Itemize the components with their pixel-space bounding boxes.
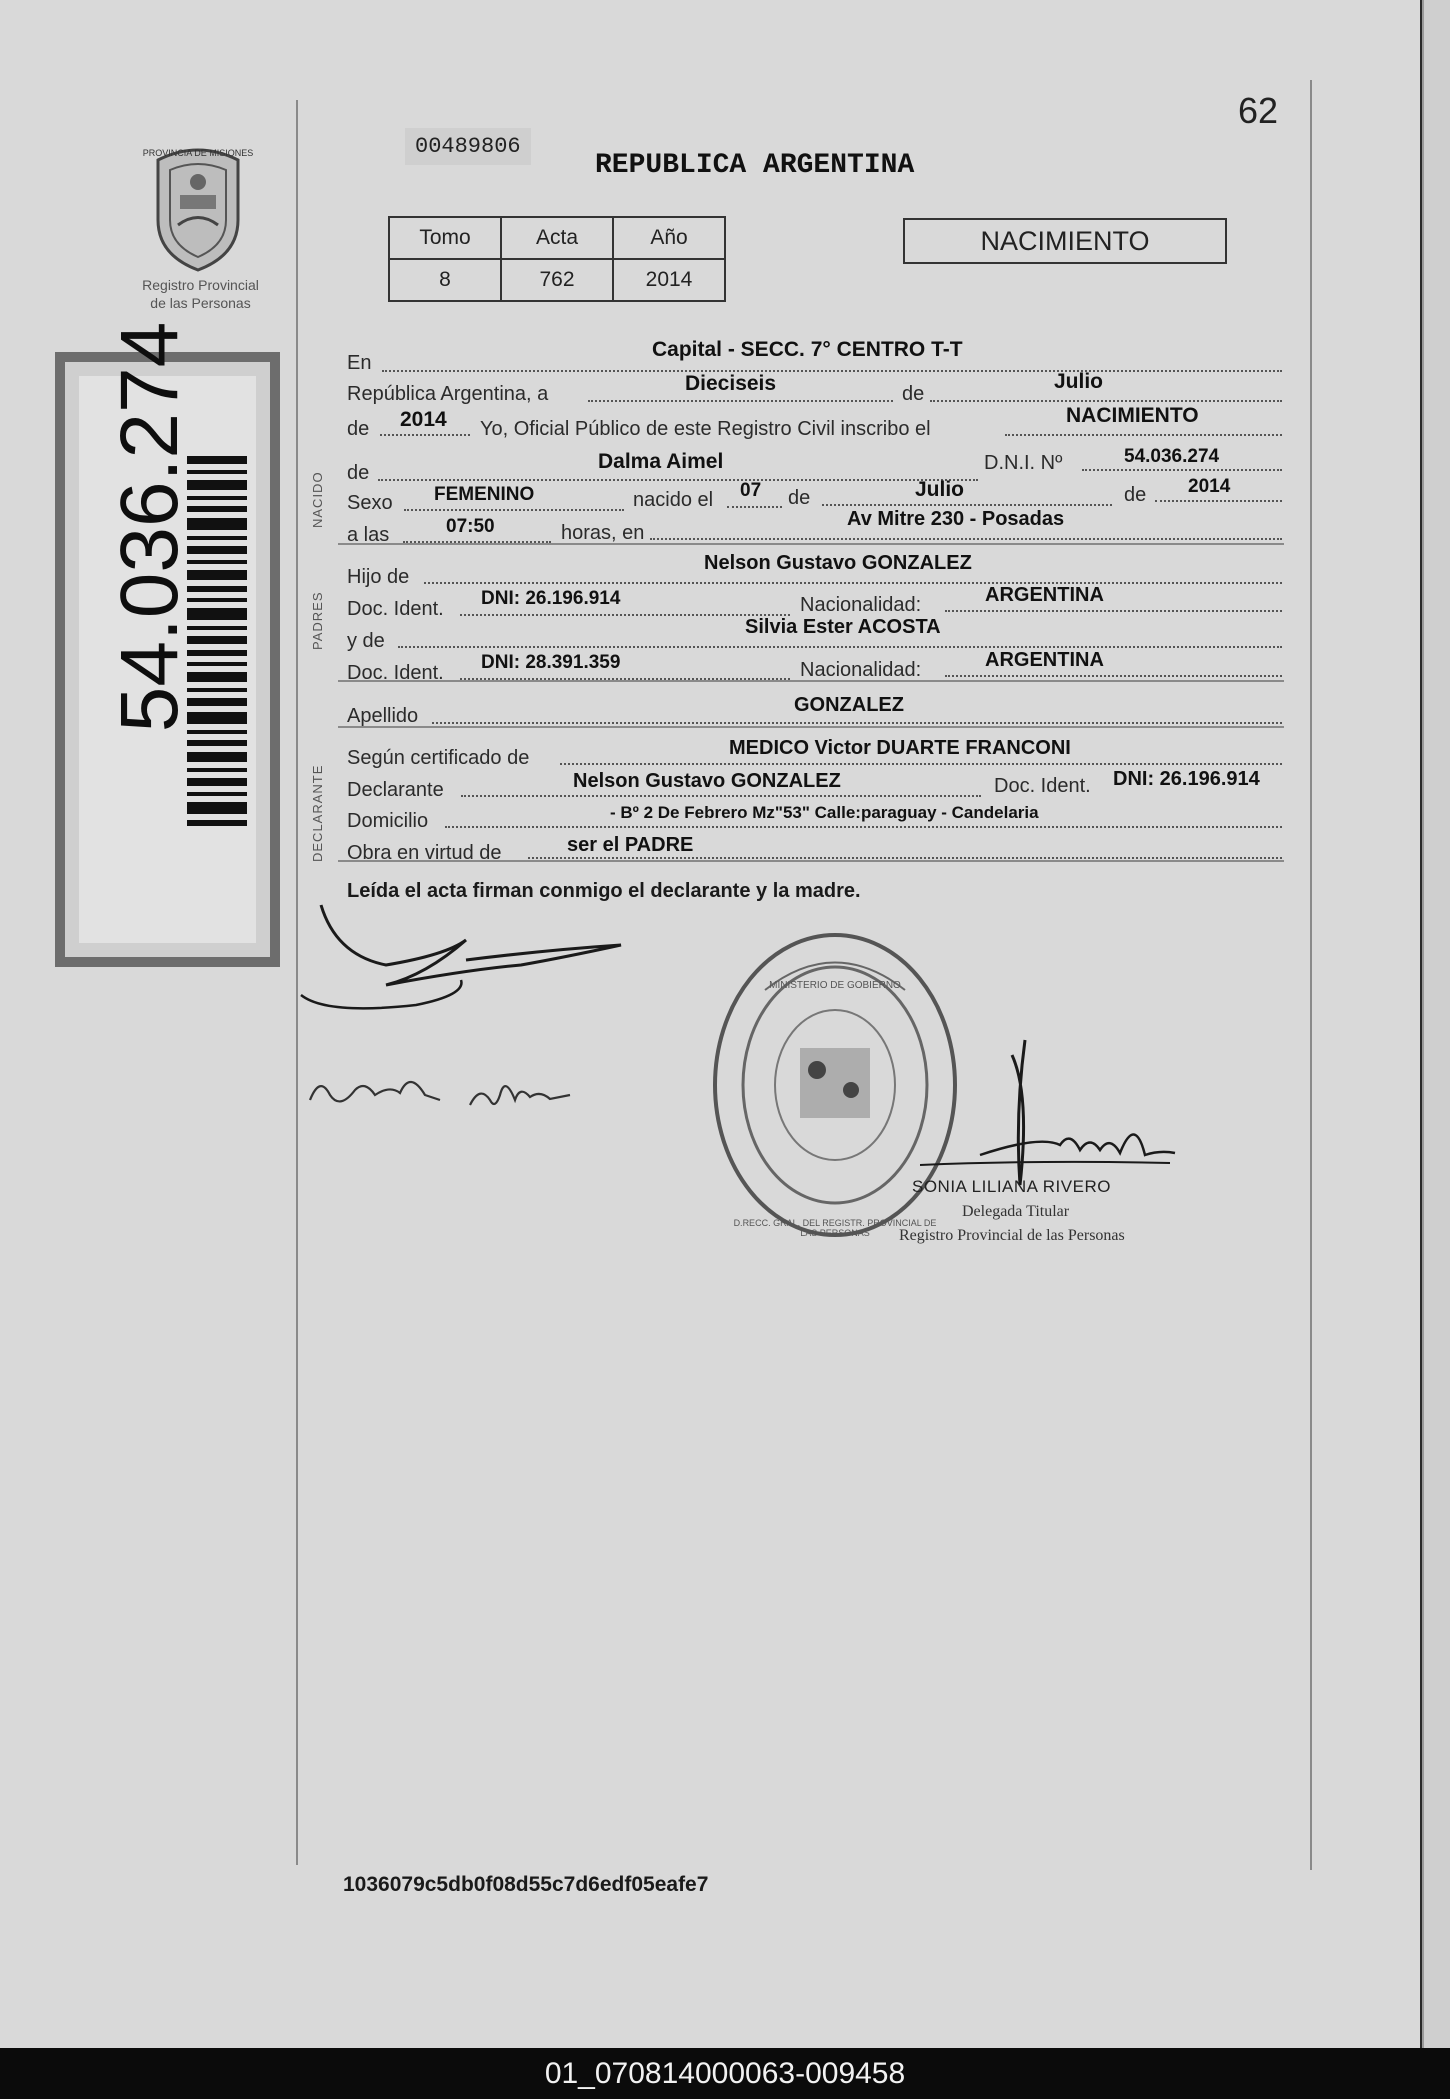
obra-label: Obra en virtud de [347,842,502,864]
place-value: Capital - SECC. 7° CENTRO T-T [652,338,963,361]
dots [424,582,1282,584]
birth-de-label-2: de [788,487,811,509]
dots [650,538,1282,540]
record-type-box: NACIMIENTO [903,218,1227,264]
coat-of-arms-icon [138,140,258,275]
month-value: Julio [1054,370,1104,393]
volume-value-tomo: 8 [389,259,501,301]
dots [403,541,551,543]
dots [432,722,1282,724]
en-label: En [347,352,372,374]
section-declarante: DECLARANTE [310,764,325,862]
birth-de-label-3: de [1124,484,1147,506]
birth-place: Av Mitre 230 - Posadas [847,508,1065,530]
year-value: 2014 [400,408,447,431]
official-office: Registro Provincial de las Personas [899,1227,1125,1244]
dots [822,504,1112,506]
dni-label: D.N.I. Nº [984,452,1063,474]
section-nacido: NACIDO [310,471,325,528]
mother-doc-label: Doc. Ident. [347,662,444,684]
de-label-1: de [902,383,925,405]
father-doc: DNI: 26.196.914 [481,588,621,609]
apellido-label: Apellido [347,705,419,727]
father-name: Nelson Gustavo GONZALEZ [704,552,972,574]
dots [1082,469,1282,471]
cert-label: Según certificado de [347,747,530,769]
yde-label: y de [347,630,385,652]
republic-label: República Argentina, a [347,383,549,405]
birth-time: 07:50 [446,516,495,537]
birth-year: 2014 [1188,476,1231,497]
apellido-value: GONZALEZ [794,694,904,716]
dots [528,857,1282,859]
mother-signature-icon [300,1055,610,1135]
sexo-value: FEMENINO [434,484,535,505]
volume-table [388,216,726,302]
seal-caption: PROVINCIA DE MISIONES [142,148,254,158]
official-title: Delegada Titular [962,1203,1070,1220]
father-nat-label: Nacionalidad: [800,594,922,616]
dots [461,795,981,797]
dots [398,646,1282,648]
serial-number: 00489806 [405,128,531,165]
stamp-ring-text: D.RECC. GRAL. DEL REGISTR. PROVINCIAL DE LAS PERSONAS [733,1218,937,1238]
dots [1155,500,1282,502]
declarant-doc: DNI: 26.196.914 [1113,768,1260,790]
hijo-label: Hijo de [347,566,410,588]
declarant-signature-icon [296,895,636,1025]
horas-label: horas, en [561,522,645,544]
mother-nat: ARGENTINA [985,649,1104,671]
dots [460,678,790,680]
document-hash: 1036079c5db0f08d55c7d6edf05eafe7 [343,1873,709,1896]
dots [930,400,1282,402]
declarant-name: Nelson Gustavo GONZALEZ [573,770,841,792]
registry-seal [138,140,258,275]
dots [945,610,1282,612]
domicilio-label: Domicilio [347,810,429,832]
official-name: SONIA LILIANA RIVERO [912,1177,1111,1196]
right-margin-line [1310,80,1312,1870]
alas-label: a las [347,524,390,546]
birth-day: 07 [740,480,762,501]
separator-apellido [338,726,1284,728]
act-value: NACIMIENTO [1066,404,1199,427]
volume-header-ano: Año [613,217,725,259]
dots [378,479,978,481]
reason-value: ser el PADRE [567,834,694,856]
dots [588,400,893,402]
dots [560,763,1282,765]
adjacent-page-edge [1422,0,1450,2048]
dots [380,434,470,436]
registry-name-line1: Registro Provincial [142,277,259,293]
cert-value: MEDICO Victor DUARTE FRANCONI [729,737,1071,759]
sexo-label: Sexo [347,492,393,514]
father-nat: ARGENTINA [985,584,1104,606]
nacido-label: nacido el [633,489,714,511]
child-dni: 54.036.274 [1124,446,1220,467]
dots [382,370,1282,372]
volume-header-acta: Acta [501,217,613,259]
birth-de-label: de [347,462,370,484]
dots [460,614,790,616]
barcode-number: 54.036.274 [104,321,195,733]
address-value: - Bº 2 De Febrero Mz"53" Calle:paraguay - Candelaria [610,803,1039,822]
mother-doc: DNI: 28.391.359 [481,652,621,673]
child-name: Dalma Aimel [598,450,724,473]
closing-statement: Leída el acta firman conmigo el declarante y la madre. [347,880,861,902]
dots [945,675,1282,677]
volume-value-ano: 2014 [613,259,725,301]
dots [727,506,782,508]
mother-nat-label: Nacionalidad: [800,659,922,681]
father-doc-label: Doc. Ident. [347,598,444,620]
de-label-2: de [347,418,370,440]
stamp-inner-text: MINISTERIO DE GOBIERNO [769,980,901,991]
declarant-doc-label: Doc. Ident. [994,775,1091,797]
inscribe-label: Yo, Oficial Público de este Registro Civil inscribo el [480,418,931,440]
mother-name: Silvia Ester ACOSTA [745,616,941,638]
volume-header-tomo: Tomo [389,217,501,259]
birth-month: Julio [915,478,965,501]
volume-value-acta: 762 [501,259,613,301]
dots [1005,434,1282,436]
declarant-label: Declarante [347,779,444,801]
day-value: Dieciseis [685,372,777,395]
dots [445,826,1282,828]
registry-name-line2: de las Personas [150,295,251,311]
country-title: REPUBLICA ARGENTINA [595,150,915,181]
dots [404,509,624,511]
footer-code: 01_070814000063-009458 [0,2048,1450,2099]
section-padres: PADRES [310,591,325,650]
page-number: 62 [1238,90,1279,131]
separator-nacido [338,543,1284,545]
